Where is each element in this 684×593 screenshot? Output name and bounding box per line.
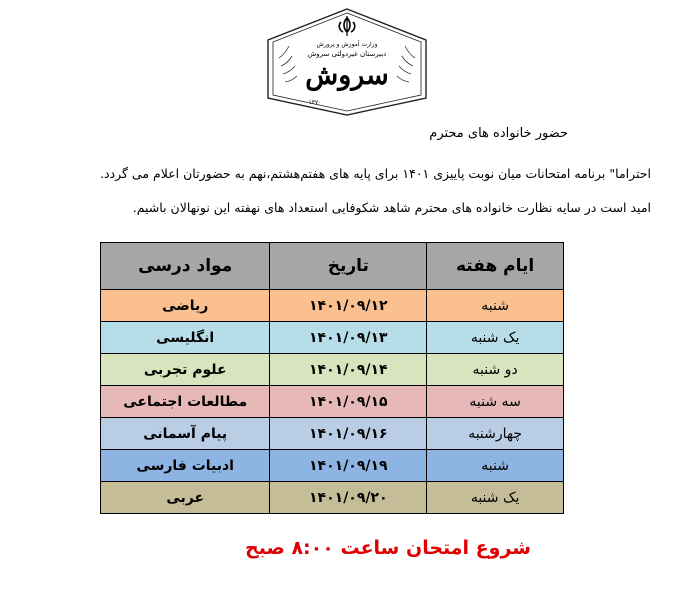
letter-paragraph-1: احتراما" برنامه امتحانات میان نوبت پاییزی ۱۴۰۱ برای پایه های هفتم‌هشتم،نهم به حضورتان اعلام می گردد. bbox=[100, 166, 651, 181]
row-date: ۱۴۰۱/۰۹/۱۳ bbox=[270, 322, 427, 354]
row-day: چهارشنبه bbox=[427, 418, 564, 450]
row-date: ۱۴۰۱/۰۹/۱۹ bbox=[270, 450, 427, 482]
table-row bbox=[101, 418, 564, 450]
table-row bbox=[101, 354, 564, 386]
row-subject: انگلیسی bbox=[101, 322, 270, 354]
row-date: ۱۴۰۱/۰۹/۱۴ bbox=[270, 354, 427, 386]
row-subject: ادبیات فارسی bbox=[101, 450, 270, 482]
letter-salutation: حضور خانواده های محترم bbox=[429, 126, 568, 141]
table-row bbox=[101, 322, 564, 354]
row-day: شنبه bbox=[427, 290, 564, 322]
row-day: یک شنبه bbox=[427, 322, 564, 354]
row-subject: عربی bbox=[101, 482, 270, 514]
row-day: یک شنبه bbox=[427, 482, 564, 514]
row-subject: ریاضی bbox=[101, 290, 270, 322]
header-day: ایام هفته bbox=[427, 243, 564, 290]
row-date: ۱۴۰۱/۰۹/۱۶ bbox=[270, 418, 427, 450]
logo-wordmark: سروش bbox=[305, 60, 389, 91]
school-emblem bbox=[263, 6, 431, 118]
table-header-row bbox=[101, 243, 564, 290]
logo-caption-school: دبیرستان غیردولتی سروش bbox=[307, 50, 387, 58]
row-subject: مطالعات اجتماعی bbox=[101, 386, 270, 418]
exam-schedule-table bbox=[100, 242, 564, 514]
row-day: دو شنبه bbox=[427, 354, 564, 386]
row-date: ۱۴۰۱/۰۹/۱۲ bbox=[270, 290, 427, 322]
logo-caption-top: وزارت آموزش و پرورش bbox=[316, 41, 378, 48]
header-subject: مواد درسی bbox=[101, 243, 270, 290]
row-date: ۱۴۰۱/۰۹/۱۵ bbox=[270, 386, 427, 418]
table-row bbox=[101, 386, 564, 418]
row-date: ۱۴۰۱/۰۹/۲۰ bbox=[270, 482, 427, 514]
table-row bbox=[101, 482, 564, 514]
row-subject: علوم تجربی bbox=[101, 354, 270, 386]
row-day: شنبه bbox=[427, 450, 564, 482]
logo-year: ۱۳۷۰ bbox=[308, 99, 322, 106]
exam-start-notice bbox=[0, 537, 684, 559]
exam-start-text: شروع امتحان ساعت ۸:۰۰ صبح bbox=[245, 537, 531, 559]
row-subject: پیام آسمانی bbox=[101, 418, 270, 450]
row-day: سه شنبه bbox=[427, 386, 564, 418]
school-logo bbox=[263, 6, 431, 118]
letter-paragraph-2: امید است در سایه نظارت خانواده های محترم شاهد شکوفایی استعداد های نهفته این نونهالان باشیم. bbox=[132, 200, 651, 215]
table-row bbox=[101, 450, 564, 482]
table-row bbox=[101, 290, 564, 322]
header-date: تاریخ bbox=[270, 243, 427, 290]
